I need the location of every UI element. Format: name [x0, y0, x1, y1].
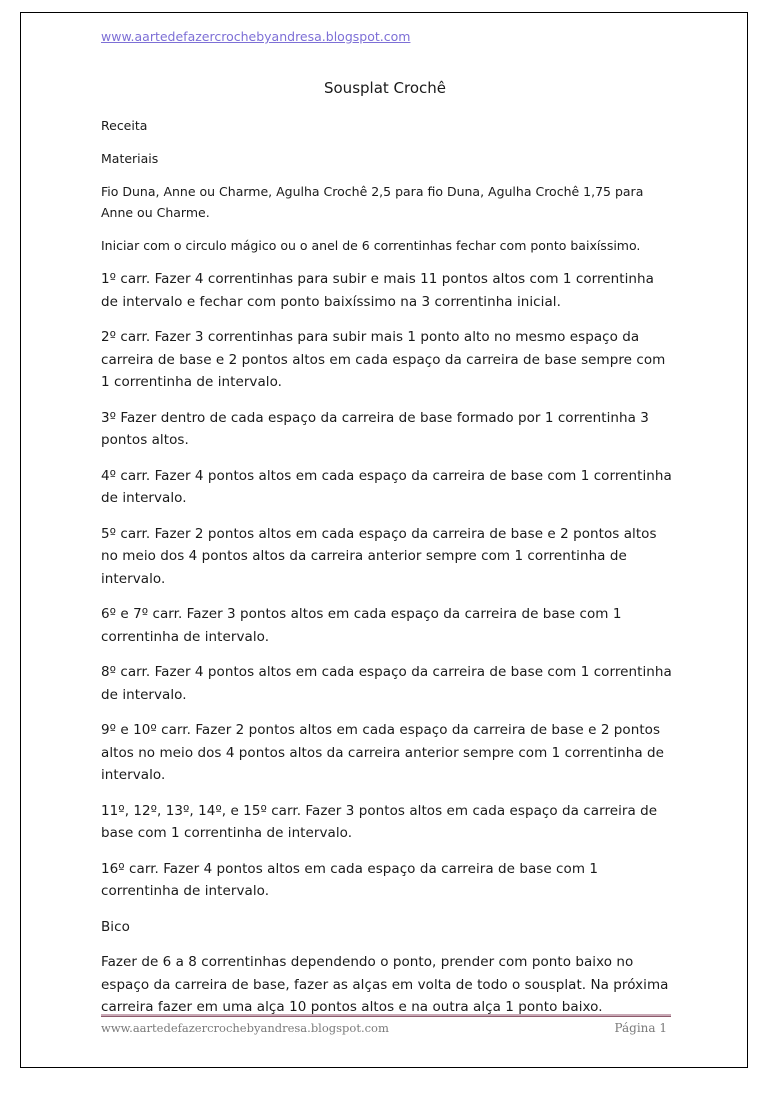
materiais-heading: Materiais [101, 151, 159, 166]
row-paragraph-9: 11º, 12º, 13º, 14º, e 15º carr. Fazer 3 pontos altos em cada espaço da carreira de base com 1 correntinha de intervalo. [101, 802, 658, 841]
row-paragraph-3: 3º Fazer dentro de cada espaço da carreira de base formado por 1 correntinha 3 pontos altos. [101, 409, 649, 448]
row-paragraph-8: 9º e 10º carr. Fazer 2 pontos altos em cada espaço da carreira de base e 2 pontos altos no meio dos 4 pontos altos da carreira anterior sempre com 1 correntinha de intervalo. [101, 722, 665, 783]
row-paragraph-5: 5º carr. Fazer 2 pontos altos em cada espaço da carreira de base e 2 pontos altos no meio dos 4 pontos altos da carreira anterior sempre com 1 correntinha de intervalo. [101, 525, 657, 587]
receita-heading: Receita [101, 118, 148, 133]
row-paragraph-4: 4º carr. Fazer 4 pontos altos em cada espaço da carreira de base com 1 correntinha de intervalo. [101, 467, 672, 506]
bico-paragraph: Fazer de 6 a 8 correntinhas dependendo o ponto, prender com ponto baixo no espaço da carreira de base, fazer as alças em volta de todo o sousplat. Na próxima carreira fazer em uma alça 10 pontos altos e na outra alça 1 ponto baixo. [101, 954, 669, 1015]
footer-page-number: Página 1 [614, 1021, 667, 1035]
document-page [20, 12, 748, 1068]
footer-divider [101, 1014, 671, 1017]
row-paragraph-6: 6º e 7º carr. Fazer 3 pontos altos em cada espaço da carreira de base com 1 correntinha de intervalo. [101, 606, 622, 645]
row-paragraph-10: 16º carr. Fazer 4 pontos altos em cada espaço da carreira de base com 1 correntinha de intervalo. [101, 860, 599, 899]
inicio-paragraph: Iniciar com o circulo mágico ou o anel de 6 correntinhas fechar com ponto baixíssimo. [101, 238, 641, 253]
document-body [101, 115, 673, 1032]
document-title: Sousplat Crochê [323, 79, 447, 97]
header-blog-link[interactable]: www.aartedefazercrochebyandresa.blogspot.com [101, 29, 411, 44]
row-paragraph-1: 1º carr. Fazer 4 correntinhas para subir e mais 11 pontos altos com 1 correntinha de intervalo e fechar com ponto baixíssimo na 3 correntinha inicial. [101, 271, 654, 310]
footer-site: www.aartedefazercrochebyandresa.blogspot.com [101, 1021, 389, 1035]
row-paragraph-7: 8º carr. Fazer 4 pontos altos em cada espaço da carreira de base com 1 correntinha de intervalo. [101, 664, 672, 703]
bico-heading: Bico [101, 918, 130, 935]
materiais-paragraph: Fio Duna, Anne ou Charme, Agulha Crochê 2,5 para fio Duna, Agulha Crochê 1,75 para Anne ou Charme. [101, 184, 644, 220]
row-paragraph-2: 2º carr. Fazer 3 correntinhas para subir mais 1 ponto alto no mesmo espaço da carreira de base e 2 pontos altos em cada espaço da carreira de base sempre com 1 correntinha de intervalo. [101, 329, 666, 390]
